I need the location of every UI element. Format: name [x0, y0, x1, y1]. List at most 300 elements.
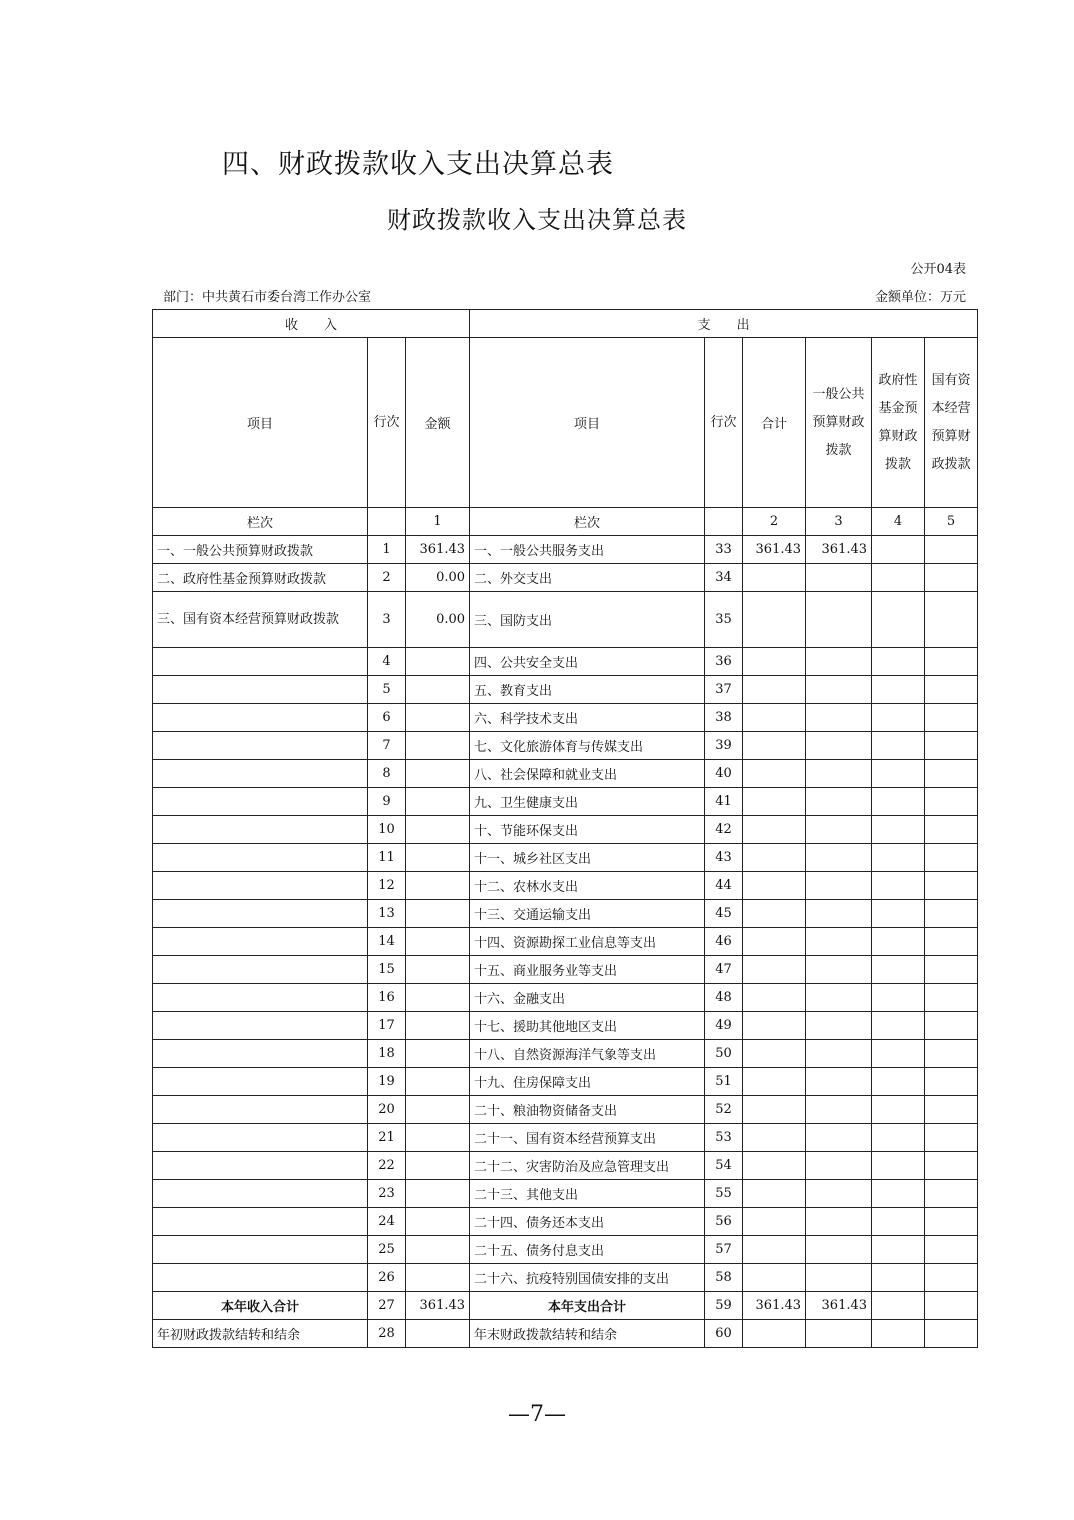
- table-row: [153, 648, 978, 676]
- general-budget-cell: [806, 648, 872, 676]
- general-budget-cell: [806, 1208, 872, 1236]
- col-index-label: 栏次: [153, 508, 368, 536]
- income-item-cell: [153, 788, 368, 816]
- income-row-no-cell: 14: [368, 928, 406, 956]
- income-amount-cell: [406, 1152, 470, 1180]
- state-capital-cell: [925, 592, 978, 648]
- income-amount-cell: [406, 1236, 470, 1264]
- expense-item-cell: 十一、城乡社区支出: [470, 844, 705, 872]
- income-amount-header: 金额: [406, 338, 470, 508]
- expense-item-cell: 年末财政拨款结转和结余: [470, 1320, 705, 1348]
- gov-fund-cell: [872, 956, 925, 984]
- income-item-cell: [153, 816, 368, 844]
- general-budget-cell: [806, 816, 872, 844]
- form-code: 公开04表: [910, 262, 966, 277]
- income-item-cell: [153, 1264, 368, 1292]
- gov-fund-header: 政府性基金预算财政拨款: [872, 338, 925, 508]
- income-amount-cell: [406, 1124, 470, 1152]
- general-budget-cell: [806, 1124, 872, 1152]
- expense-row-no-cell: 33: [705, 536, 743, 564]
- total-cell: 361.43: [743, 1292, 806, 1320]
- income-row-no-cell: 18: [368, 1040, 406, 1068]
- expense-row-no-cell: 45: [705, 900, 743, 928]
- expense-row-no-cell: 43: [705, 844, 743, 872]
- expense-section-header: 支 出: [470, 310, 978, 338]
- total-cell: [743, 732, 806, 760]
- column-index-row: [153, 508, 978, 536]
- gov-fund-cell: [872, 788, 925, 816]
- total-cell: 361.43: [743, 536, 806, 564]
- expense-row-no-cell: 52: [705, 1096, 743, 1124]
- income-amount-cell: [406, 1208, 470, 1236]
- table-row: [153, 1068, 978, 1096]
- income-amount-cell: [406, 928, 470, 956]
- total-cell: [743, 564, 806, 592]
- income-amount-cell: [406, 1180, 470, 1208]
- table-row: [153, 1180, 978, 1208]
- gov-fund-cell: [872, 1208, 925, 1236]
- income-item-cell: [153, 1096, 368, 1124]
- income-amount-cell: 361.43: [406, 1292, 470, 1320]
- income-amount-cell: [406, 872, 470, 900]
- general-budget-cell: 361.43: [806, 536, 872, 564]
- expense-item-cell: 二十三、其他支出: [470, 1180, 705, 1208]
- total-cell: [743, 816, 806, 844]
- state-capital-cell: [925, 648, 978, 676]
- expense-item-cell: 十、节能环保支出: [470, 816, 705, 844]
- state-capital-cell: [925, 1180, 978, 1208]
- expense-item-cell: 四、公共安全支出: [470, 648, 705, 676]
- state-capital-cell: [925, 1040, 978, 1068]
- income-amount-cell: [406, 844, 470, 872]
- total-cell: [743, 956, 806, 984]
- income-row-no-header: 行次: [368, 338, 406, 508]
- col-index-label-2: 栏次: [470, 508, 705, 536]
- total-header: 合计: [743, 338, 806, 508]
- income-amount-cell: [406, 732, 470, 760]
- carryover-row: [153, 1320, 978, 1348]
- state-capital-cell: [925, 564, 978, 592]
- income-row-no-cell: 12: [368, 872, 406, 900]
- income-item-cell: [153, 760, 368, 788]
- income-item-cell: 三、国有资本经营预算财政拨款: [153, 592, 368, 648]
- table-row: [153, 732, 978, 760]
- income-item-cell: 一、一般公共预算财政拨款: [153, 536, 368, 564]
- gov-fund-cell: [872, 1152, 925, 1180]
- col-index-total: 2: [743, 508, 806, 536]
- expense-item-cell: 五、教育支出: [470, 676, 705, 704]
- state-capital-cell: [925, 844, 978, 872]
- income-item-cell: [153, 648, 368, 676]
- total-cell: [743, 900, 806, 928]
- expense-row-no-cell: 51: [705, 1068, 743, 1096]
- state-capital-cell: [925, 984, 978, 1012]
- income-row-no-cell: 20: [368, 1096, 406, 1124]
- state-capital-cell: [925, 1236, 978, 1264]
- state-capital-cell: [925, 928, 978, 956]
- page-number: —7—: [508, 1402, 566, 1427]
- expense-row-no-cell: 34: [705, 564, 743, 592]
- general-budget-cell: [806, 1236, 872, 1264]
- income-item-cell: [153, 956, 368, 984]
- state-capital-cell: [925, 704, 978, 732]
- expense-item-cell: 十九、住房保障支出: [470, 1068, 705, 1096]
- general-budget-cell: [806, 760, 872, 788]
- expense-row-no-cell: 37: [705, 676, 743, 704]
- expense-item-cell: 二十一、国有资本经营预算支出: [470, 1124, 705, 1152]
- table-row: [153, 1040, 978, 1068]
- expense-item-header: 项目: [470, 338, 705, 508]
- income-item-cell: [153, 872, 368, 900]
- general-budget-cell: [806, 732, 872, 760]
- table-row: [153, 1236, 978, 1264]
- expense-item-cell: 本年支出合计: [470, 1292, 705, 1320]
- income-amount-cell: 361.43: [406, 536, 470, 564]
- income-item-cell: [153, 928, 368, 956]
- income-item-cell: 二、政府性基金预算财政拨款: [153, 564, 368, 592]
- state-capital-cell: [925, 1320, 978, 1348]
- expense-row-no-cell: 44: [705, 872, 743, 900]
- table-row: [153, 1096, 978, 1124]
- state-capital-cell: [925, 1096, 978, 1124]
- income-item-cell: [153, 844, 368, 872]
- income-item-cell: [153, 732, 368, 760]
- table-row: [153, 592, 978, 648]
- expense-row-no-header: 行次: [705, 338, 743, 508]
- general-budget-cell: [806, 592, 872, 648]
- column-header-row: [153, 338, 978, 508]
- col-index-state-capital: 5: [925, 508, 978, 536]
- total-cell: [743, 1068, 806, 1096]
- income-amount-cell: [406, 648, 470, 676]
- gov-fund-cell: [872, 564, 925, 592]
- income-item-cell: [153, 1012, 368, 1040]
- table-row: [153, 956, 978, 984]
- general-budget-cell: [806, 1096, 872, 1124]
- gov-fund-cell: [872, 928, 925, 956]
- income-item-cell: [153, 1068, 368, 1096]
- table-row: [153, 1152, 978, 1180]
- gov-fund-cell: [872, 536, 925, 564]
- income-row-no-cell: 9: [368, 788, 406, 816]
- general-budget-cell: [806, 564, 872, 592]
- gov-fund-cell: [872, 704, 925, 732]
- income-amount-cell: [406, 1012, 470, 1040]
- state-capital-cell: [925, 1152, 978, 1180]
- total-cell: [743, 1012, 806, 1040]
- state-capital-cell: [925, 788, 978, 816]
- total-cell: [743, 676, 806, 704]
- department-label: 部门：中共黄石市委台湾工作办公室: [163, 290, 372, 305]
- expense-row-no-cell: 36: [705, 648, 743, 676]
- income-row-no-cell: 26: [368, 1264, 406, 1292]
- income-amount-cell: [406, 704, 470, 732]
- income-item-cell: [153, 900, 368, 928]
- expense-row-no-cell: 46: [705, 928, 743, 956]
- income-item-cell: [153, 1236, 368, 1264]
- gov-fund-cell: [872, 1180, 925, 1208]
- income-row-no-cell: 24: [368, 1208, 406, 1236]
- total-cell: [743, 872, 806, 900]
- table-row: [153, 788, 978, 816]
- unit-label: 金额单位：万元: [874, 290, 966, 305]
- expense-item-cell: 三、国防支出: [470, 592, 705, 648]
- expense-row-no-cell: 50: [705, 1040, 743, 1068]
- state-capital-cell: [925, 676, 978, 704]
- general-budget-cell: 361.43: [806, 1292, 872, 1320]
- income-amount-cell: [406, 900, 470, 928]
- total-cell: [743, 592, 806, 648]
- table-row: [153, 1208, 978, 1236]
- gov-fund-cell: [872, 1320, 925, 1348]
- income-item-cell: 本年收入合计: [153, 1292, 368, 1320]
- income-row-no-cell: 7: [368, 732, 406, 760]
- gov-fund-cell: [872, 1124, 925, 1152]
- income-row-no-cell: 2: [368, 564, 406, 592]
- general-budget-cell: [806, 704, 872, 732]
- expense-item-cell: 八、社会保障和就业支出: [470, 760, 705, 788]
- state-capital-cell: [925, 1124, 978, 1152]
- income-row-no-cell: 10: [368, 816, 406, 844]
- income-row-no-cell: 6: [368, 704, 406, 732]
- table-row: [153, 984, 978, 1012]
- general-budget-cell: [806, 872, 872, 900]
- state-capital-cell: [925, 536, 978, 564]
- gov-fund-cell: [872, 816, 925, 844]
- table-row: [153, 704, 978, 732]
- section-heading: 四、财政拨款收入支出决算总表: [222, 149, 614, 180]
- gov-fund-cell: [872, 1236, 925, 1264]
- income-amount-cell: 0.00: [406, 564, 470, 592]
- gov-fund-cell: [872, 1096, 925, 1124]
- table-row: [153, 564, 978, 592]
- expense-item-cell: 二十、粮油物资储备支出: [470, 1096, 705, 1124]
- general-budget-cell: [806, 1180, 872, 1208]
- income-item-cell: [153, 984, 368, 1012]
- general-budget-cell: [806, 984, 872, 1012]
- income-row-no-cell: 5: [368, 676, 406, 704]
- state-capital-header: 国有资本经营预算财政拨款: [925, 338, 978, 508]
- total-cell: [743, 1152, 806, 1180]
- general-budget-header: 一般公共预算财政拨款: [806, 338, 872, 508]
- state-capital-cell: [925, 732, 978, 760]
- col-index-amount: 1: [406, 508, 470, 536]
- expense-item-cell: 十六、金融支出: [470, 984, 705, 1012]
- total-cell: [743, 1124, 806, 1152]
- section-header-row: [153, 310, 978, 338]
- income-amount-cell: 0.00: [406, 592, 470, 648]
- total-cell: [743, 1264, 806, 1292]
- income-item-cell: [153, 1152, 368, 1180]
- total-cell: [743, 844, 806, 872]
- gov-fund-cell: [872, 732, 925, 760]
- total-cell: [743, 984, 806, 1012]
- income-row-no-cell: 11: [368, 844, 406, 872]
- table-row: [153, 760, 978, 788]
- general-budget-cell: [806, 844, 872, 872]
- expense-item-cell: 六、科学技术支出: [470, 704, 705, 732]
- income-item-cell: [153, 704, 368, 732]
- state-capital-cell: [925, 872, 978, 900]
- state-capital-cell: [925, 1292, 978, 1320]
- income-amount-cell: [406, 816, 470, 844]
- expense-row-no-cell: 35: [705, 592, 743, 648]
- state-capital-cell: [925, 816, 978, 844]
- expense-row-no-cell: 47: [705, 956, 743, 984]
- income-item-cell: [153, 676, 368, 704]
- income-row-no-cell: 8: [368, 760, 406, 788]
- table-row: [153, 676, 978, 704]
- income-amount-cell: [406, 984, 470, 1012]
- state-capital-cell: [925, 1208, 978, 1236]
- general-budget-cell: [806, 1040, 872, 1068]
- total-cell: [743, 788, 806, 816]
- expense-row-no-cell: 53: [705, 1124, 743, 1152]
- general-budget-cell: [806, 1012, 872, 1040]
- gov-fund-cell: [872, 1292, 925, 1320]
- income-item-cell: 年初财政拨款结转和结余: [153, 1320, 368, 1348]
- expense-row-no-cell: 49: [705, 1012, 743, 1040]
- income-item-cell: [153, 1124, 368, 1152]
- appropriation-summary-table: [152, 309, 978, 1348]
- gov-fund-cell: [872, 844, 925, 872]
- expense-row-no-cell: 40: [705, 760, 743, 788]
- gov-fund-cell: [872, 1012, 925, 1040]
- income-row-no-cell: 1: [368, 536, 406, 564]
- total-cell: [743, 1180, 806, 1208]
- general-budget-cell: [806, 900, 872, 928]
- general-budget-cell: [806, 956, 872, 984]
- expense-row-no-cell: 60: [705, 1320, 743, 1348]
- gov-fund-cell: [872, 1264, 925, 1292]
- expense-row-no-cell: 55: [705, 1180, 743, 1208]
- expense-item-cell: 十七、援助其他地区支出: [470, 1012, 705, 1040]
- table-row: [153, 872, 978, 900]
- expense-item-cell: 十四、资源勘探工业信息等支出: [470, 928, 705, 956]
- income-amount-cell: [406, 1068, 470, 1096]
- gov-fund-cell: [872, 676, 925, 704]
- general-budget-cell: [806, 1264, 872, 1292]
- total-cell: [743, 704, 806, 732]
- state-capital-cell: [925, 1068, 978, 1096]
- general-budget-cell: [806, 788, 872, 816]
- income-amount-cell: [406, 676, 470, 704]
- income-section-header: 收 入: [153, 310, 470, 338]
- income-row-no-cell: 22: [368, 1152, 406, 1180]
- gov-fund-cell: [872, 1068, 925, 1096]
- income-row-no-cell: 23: [368, 1180, 406, 1208]
- col-index-blank-2: [705, 508, 743, 536]
- state-capital-cell: [925, 900, 978, 928]
- income-row-no-cell: 3: [368, 592, 406, 648]
- expense-item-cell: 二、外交支出: [470, 564, 705, 592]
- income-amount-cell: [406, 1096, 470, 1124]
- expense-item-cell: 二十五、债务付息支出: [470, 1236, 705, 1264]
- gov-fund-cell: [872, 760, 925, 788]
- total-cell: [743, 928, 806, 956]
- income-item-header: 项目: [153, 338, 368, 508]
- col-index-gov-fund: 4: [872, 508, 925, 536]
- income-amount-cell: [406, 760, 470, 788]
- expense-item-cell: 二十六、抗疫特别国债安排的支出: [470, 1264, 705, 1292]
- income-item-cell: [153, 1040, 368, 1068]
- gov-fund-cell: [872, 1040, 925, 1068]
- income-row-no-cell: 4: [368, 648, 406, 676]
- general-budget-cell: [806, 928, 872, 956]
- total-cell: [743, 1040, 806, 1068]
- income-row-no-cell: 27: [368, 1292, 406, 1320]
- general-budget-cell: [806, 1320, 872, 1348]
- expense-item-cell: 二十二、灾害防治及应急管理支出: [470, 1152, 705, 1180]
- general-budget-cell: [806, 1152, 872, 1180]
- general-budget-cell: [806, 1068, 872, 1096]
- expense-row-no-cell: 39: [705, 732, 743, 760]
- expense-row-no-cell: 54: [705, 1152, 743, 1180]
- total-cell: [743, 1320, 806, 1348]
- gov-fund-cell: [872, 900, 925, 928]
- expense-item-cell: 七、文化旅游体育与传媒支出: [470, 732, 705, 760]
- expense-item-cell: 一、一般公共服务支出: [470, 536, 705, 564]
- gov-fund-cell: [872, 984, 925, 1012]
- expense-row-no-cell: 41: [705, 788, 743, 816]
- total-cell: [743, 1096, 806, 1124]
- expense-row-no-cell: 56: [705, 1208, 743, 1236]
- expense-row-no-cell: 42: [705, 816, 743, 844]
- income-row-no-cell: 16: [368, 984, 406, 1012]
- table-row: [153, 1264, 978, 1292]
- state-capital-cell: [925, 760, 978, 788]
- expense-item-cell: 十三、交通运输支出: [470, 900, 705, 928]
- expense-item-cell: 九、卫生健康支出: [470, 788, 705, 816]
- table-row: [153, 1124, 978, 1152]
- expense-row-no-cell: 38: [705, 704, 743, 732]
- col-index-general: 3: [806, 508, 872, 536]
- expense-row-no-cell: 57: [705, 1236, 743, 1264]
- income-row-no-cell: 25: [368, 1236, 406, 1264]
- expense-item-cell: 十八、自然资源海洋气象等支出: [470, 1040, 705, 1068]
- total-cell: [743, 760, 806, 788]
- income-row-no-cell: 19: [368, 1068, 406, 1096]
- table-title: 财政拨款收入支出决算总表: [387, 206, 687, 234]
- gov-fund-cell: [872, 872, 925, 900]
- state-capital-cell: [925, 956, 978, 984]
- table-row: [153, 900, 978, 928]
- table-row: [153, 816, 978, 844]
- income-row-no-cell: 28: [368, 1320, 406, 1348]
- income-row-no-cell: 13: [368, 900, 406, 928]
- table-row: [153, 844, 978, 872]
- total-cell: [743, 1236, 806, 1264]
- total-cell: [743, 1208, 806, 1236]
- total-row: [153, 1292, 978, 1320]
- income-amount-cell: [406, 1320, 470, 1348]
- expense-row-no-cell: 48: [705, 984, 743, 1012]
- income-row-no-cell: 21: [368, 1124, 406, 1152]
- expense-item-cell: 十二、农林水支出: [470, 872, 705, 900]
- state-capital-cell: [925, 1264, 978, 1292]
- table-row: [153, 1012, 978, 1040]
- income-row-no-cell: 15: [368, 956, 406, 984]
- income-amount-cell: [406, 788, 470, 816]
- expense-item-cell: 十五、商业服务业等支出: [470, 956, 705, 984]
- income-row-no-cell: 17: [368, 1012, 406, 1040]
- table-row: [153, 536, 978, 564]
- income-amount-cell: [406, 956, 470, 984]
- col-index-blank: [368, 508, 406, 536]
- income-item-cell: [153, 1180, 368, 1208]
- total-cell: [743, 648, 806, 676]
- expense-row-no-cell: 59: [705, 1292, 743, 1320]
